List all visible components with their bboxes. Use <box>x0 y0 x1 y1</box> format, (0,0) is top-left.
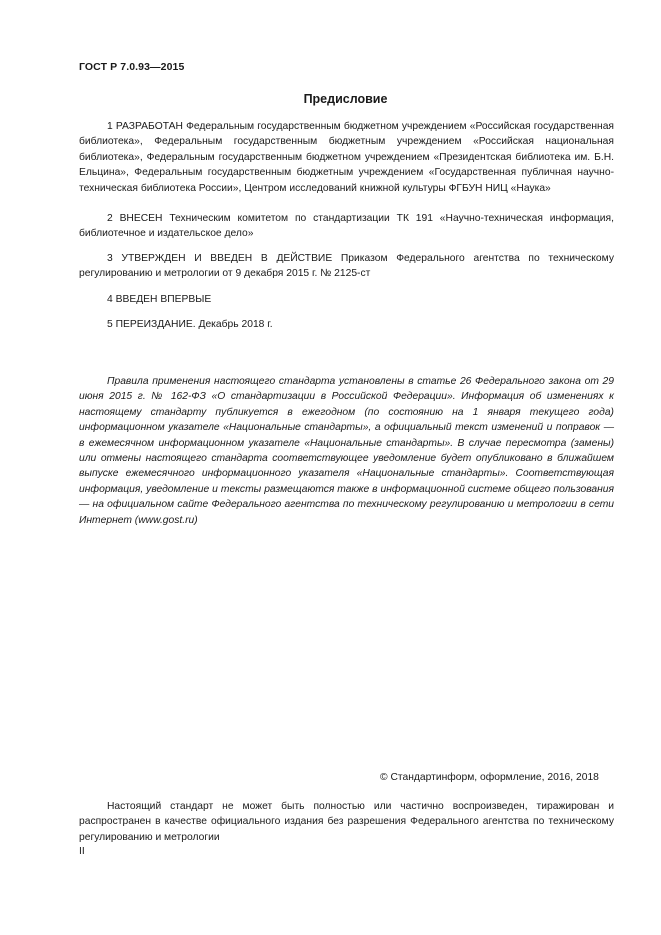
foreword-item-5: 5 ПЕРЕИЗДАНИЕ. Декабрь 2018 г. <box>107 319 273 330</box>
foreword-item-2: 2 ВНЕСЕН Техническим комитетом по стандартизации ТК 191 «Научно-техническая информация, библиотечное и издательское дело» <box>79 213 614 240</box>
page-title: Предисловие <box>303 92 388 106</box>
page-number: II <box>79 846 85 857</box>
foreword-item-1: 1 РАЗРАБОТАН Федеральным государственным бюджетном учреждением «Российская государственная библиотека», Федеральным государственным бюджетным учреждением «Российская национальная библиотека», Федеральным государственным бюджетном учреждением «Президентская библиотека им. Б.Н. Ельцина», Федеральным государственным бюджетным учреждением «Государственная публичная научно-техническая библиотека России», Центром исследований книжной культуры ФГБУН НИЦ «Наука» <box>79 121 614 194</box>
reproduction-notice: Настоящий стандарт не может быть полностью или частично воспроизведен, тиражирован и распространен в качестве официального издания без разрешения Федерального агентства по техническому регулированию и метрологии <box>79 801 614 843</box>
application-rules-notice: Правила применения настоящего стандарта установлены в статье 26 Федерального закона от 29 июня 2015 г. № 162-ФЗ «О стандартизации в Российской Федерации». Информация об изменениях к настоящему стандарту публикуется в ежегодном (по состоянию на 1 января текущего года) информационном указателе «Национальные стандарты», а официальный текст изменений и поправок — в ежемесячном информационном указателе «Национальные стандарты». В случае пересмотра (замены) или отмены настоящего стандарта соответствующее уведомление будет опубликовано в ближайшем выпуске ежемесячного информационного указателя «Национальные стандарты». Соответствующая информация, уведомление и тексты размещаются также в информационной системе общего пользования — на официальном сайте Федерального агентства по техническому регулированию и метрологии в сети Интернет (www.gost.ru) <box>79 376 614 526</box>
copyright-line: © Стандартинформ, оформление, 2016, 2018 <box>380 772 599 783</box>
foreword-item-3: 3 УТВЕРЖДЕН И ВВЕДЕН В ДЕЙСТВИЕ Приказом Федерального агентства по техническому регулированию и метрологии от 9 декабря 2015 г. № 2125-ст <box>79 253 614 280</box>
standard-header: ГОСТ Р 7.0.93—2015 <box>79 61 185 73</box>
foreword-item-4: 4 ВВЕДЕН ВПЕРВЫЕ <box>107 294 212 305</box>
